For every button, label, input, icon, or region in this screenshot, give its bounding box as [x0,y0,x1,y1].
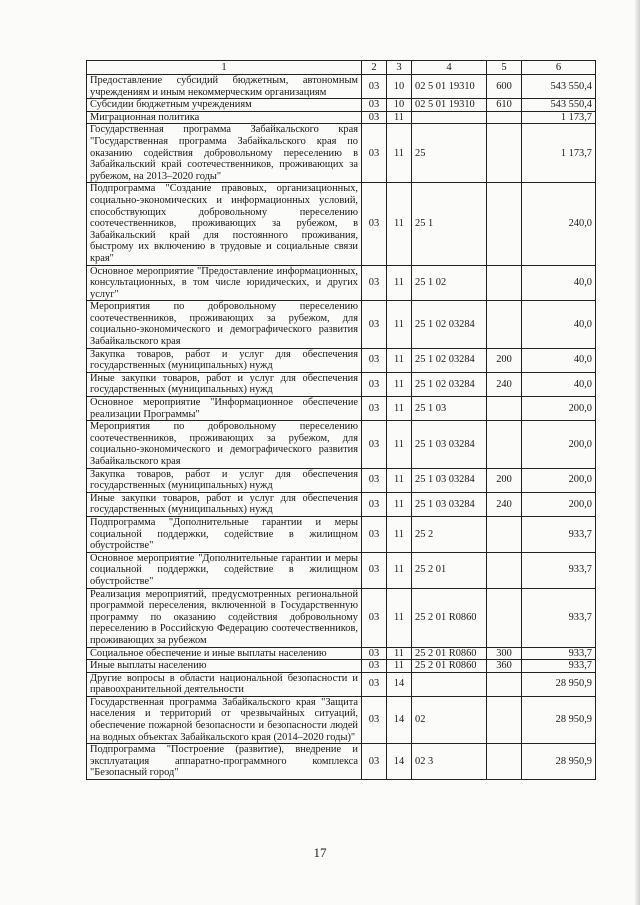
table-row [87,696,596,743]
row-name-cell: Основное мероприятие "Информационное обеспечение реализации Программы" [87,397,362,421]
row-target-code-cell: 25 1 02 [412,265,487,301]
row-section-cell: 03 [362,468,387,492]
row-name-cell: Социальное обеспечение и иные выплаты населению [87,647,362,660]
row-subsection-cell: 11 [387,372,412,396]
row-subsection-cell: 11 [387,421,412,468]
row-target-code-cell: 02 [412,696,487,743]
row-name-cell: Иные выплаты населению [87,660,362,673]
row-target-code-cell: 25 2 01 R0860 [412,647,487,660]
row-target-code-cell: 25 2 01 R0860 [412,660,487,673]
row-expense-type-cell: 360 [487,660,522,673]
table-row [87,124,596,183]
header-row [87,61,596,75]
row-amount-cell: 200,0 [522,421,596,468]
row-section-cell: 03 [362,111,387,124]
row-name-cell: Подпрограмма "Создание правовых, организационных, социально-экономических и информационных условий, способствующих добровольному переселению соотечественников, проживающих за рубежом, в Забайкальский край для постоянного проживания, быстрому их включению в трудовые и социальные связи края" [87,183,362,265]
scan-edge [634,0,640,905]
row-target-code-cell: 25 1 02 03284 [412,372,487,396]
row-subsection-cell: 11 [387,124,412,183]
row-amount-cell: 28 950,9 [522,672,596,696]
row-target-code-cell: 25 1 03 03284 [412,492,487,516]
table-row [87,265,596,301]
budget-table-body [87,61,596,780]
row-subsection-cell: 10 [387,99,412,112]
row-name-cell: Основное мероприятие "Дополнительные гарантии и меры социальной поддержки, содействие в жилищном обустройстве" [87,552,362,588]
row-expense-type-cell: 200 [487,348,522,372]
header-cell-5: 5 [487,61,522,75]
row-expense-type-cell [487,588,522,647]
row-target-code-cell: 25 1 03 [412,397,487,421]
row-amount-cell: 1 173,7 [522,124,596,183]
row-amount-cell: 1 173,7 [522,111,596,124]
row-name-cell: Государственная программа Забайкальского края "Государственная программа Забайкальского края по оказанию содействия добровольному переселению в Забайкальский край соотечественников, проживающих за рубежом, на 2013–2020 годы" [87,124,362,183]
table-row [87,660,596,673]
budget-table [86,60,596,780]
row-subsection-cell: 11 [387,660,412,673]
row-section-cell: 03 [362,552,387,588]
row-amount-cell: 543 550,4 [522,99,596,112]
table-row [87,397,596,421]
row-amount-cell: 933,7 [522,588,596,647]
row-name-cell: Реализация мероприятий, предусмотренных региональной программой переселения, включенной в Государственную программу по оказанию содействия добровольному переселению в Российскую Федерацию соотечественников, проживающих за рубежом [87,588,362,647]
row-target-code-cell: 02 5 01 19310 [412,99,487,112]
row-subsection-cell: 11 [387,492,412,516]
table-row [87,588,596,647]
row-amount-cell: 240,0 [522,183,596,265]
row-expense-type-cell [487,421,522,468]
row-expense-type-cell: 240 [487,492,522,516]
row-name-cell: Миграционная политика [87,111,362,124]
row-subsection-cell: 11 [387,647,412,660]
row-amount-cell: 40,0 [522,265,596,301]
table-row [87,516,596,552]
row-subsection-cell: 14 [387,672,412,696]
table-row [87,492,596,516]
row-target-code-cell: 25 2 01 R0860 [412,588,487,647]
row-subsection-cell: 11 [387,301,412,348]
row-amount-cell: 28 950,9 [522,744,596,780]
row-amount-cell: 933,7 [522,552,596,588]
header-cell-6: 6 [522,61,596,75]
table-row [87,111,596,124]
row-expense-type-cell: 300 [487,647,522,660]
row-name-cell: Иные закупки товаров, работ и услуг для обеспечения государственных (муниципальных) нужд [87,492,362,516]
row-section-cell: 03 [362,265,387,301]
page-number: 17 [313,845,327,860]
row-subsection-cell: 14 [387,744,412,780]
row-subsection-cell: 11 [387,397,412,421]
row-amount-cell: 933,7 [522,516,596,552]
row-target-code-cell: 25 2 01 [412,552,487,588]
row-amount-cell: 200,0 [522,468,596,492]
row-subsection-cell: 11 [387,265,412,301]
row-expense-type-cell: 240 [487,372,522,396]
row-section-cell: 03 [362,348,387,372]
table-row [87,421,596,468]
row-amount-cell: 28 950,9 [522,696,596,743]
row-target-code-cell: 25 2 [412,516,487,552]
row-subsection-cell: 10 [387,75,412,99]
row-target-code-cell: 25 [412,124,487,183]
header-cell-1: 1 [87,61,362,75]
row-target-code-cell [412,672,487,696]
table-row [87,672,596,696]
row-amount-cell: 543 550,4 [522,75,596,99]
table-row [87,99,596,112]
row-section-cell: 03 [362,99,387,112]
row-name-cell: Закупка товаров, работ и услуг для обеспечения государственных (муниципальных) нужд [87,468,362,492]
row-amount-cell: 933,7 [522,660,596,673]
row-section-cell: 03 [362,124,387,183]
row-expense-type-cell: 600 [487,75,522,99]
row-amount-cell: 40,0 [522,348,596,372]
row-target-code-cell: 25 1 [412,183,487,265]
row-subsection-cell: 11 [387,183,412,265]
row-section-cell: 03 [362,647,387,660]
row-section-cell: 03 [362,301,387,348]
row-expense-type-cell [487,111,522,124]
header-cell-3: 3 [387,61,412,75]
row-section-cell: 03 [362,696,387,743]
row-section-cell: 03 [362,372,387,396]
row-name-cell: Основное мероприятие "Предоставление информационных, консультационных, в том числе юридических, и других услуг" [87,265,362,301]
row-subsection-cell: 11 [387,588,412,647]
row-section-cell: 03 [362,75,387,99]
row-name-cell: Мероприятия по добровольному переселению соотечественников, проживающих за рубежом, для социально-экономического и демографического развития Забайкальского края [87,421,362,468]
row-name-cell: Подпрограмма "Дополнительные гарантии и меры социальной поддержки, содействие в жилищном обустройстве" [87,516,362,552]
row-expense-type-cell [487,552,522,588]
row-section-cell: 03 [362,672,387,696]
row-section-cell: 03 [362,397,387,421]
row-expense-type-cell [487,672,522,696]
row-subsection-cell: 11 [387,348,412,372]
row-section-cell: 03 [362,744,387,780]
row-subsection-cell: 11 [387,516,412,552]
table-row [87,372,596,396]
table-row [87,744,596,780]
header-cell-2: 2 [362,61,387,75]
row-target-code-cell: 02 5 01 19310 [412,75,487,99]
row-expense-type-cell [487,183,522,265]
row-amount-cell: 40,0 [522,372,596,396]
row-expense-type-cell [487,124,522,183]
table-row [87,552,596,588]
row-expense-type-cell [487,516,522,552]
row-target-code-cell [412,111,487,124]
table-row [87,301,596,348]
row-target-code-cell: 25 1 02 03284 [412,348,487,372]
row-amount-cell: 933,7 [522,647,596,660]
row-expense-type-cell [487,744,522,780]
row-section-cell: 03 [362,421,387,468]
row-target-code-cell: 25 1 03 03284 [412,468,487,492]
row-expense-type-cell [487,265,522,301]
row-name-cell: Иные закупки товаров, работ и услуг для обеспечения государственных (муниципальных) нужд [87,372,362,396]
table-row [87,75,596,99]
row-expense-type-cell: 200 [487,468,522,492]
row-section-cell: 03 [362,588,387,647]
table-row [87,647,596,660]
row-subsection-cell: 11 [387,468,412,492]
row-section-cell: 03 [362,183,387,265]
row-name-cell: Предоставление субсидий бюджетным, автономным учреждениям и иным некоммерческим организациям [87,75,362,99]
row-expense-type-cell [487,397,522,421]
row-expense-type-cell: 610 [487,99,522,112]
row-section-cell: 03 [362,516,387,552]
header-cell-4: 4 [412,61,487,75]
row-amount-cell: 200,0 [522,397,596,421]
row-subsection-cell: 11 [387,552,412,588]
table-row [87,468,596,492]
row-name-cell: Закупка товаров, работ и услуг для обеспечения государственных (муниципальных) нужд [87,348,362,372]
row-target-code-cell: 02 3 [412,744,487,780]
table-row [87,183,596,265]
row-subsection-cell: 11 [387,111,412,124]
table-row [87,348,596,372]
row-name-cell: Мероприятия по добровольному переселению соотечественников, проживающих за рубежом, для социально-экономического и демографического развития Забайкальского края [87,301,362,348]
row-name-cell: Государственная программа Забайкальского края "Защита населения и территорий от чрезвычайных ситуаций, обеспечение пожарной безопасности и безопасности людей на водных объектах Забайкальского края (2014–2020 годы)" [87,696,362,743]
budget-sheet [86,60,595,780]
row-name-cell: Подпрограмма "Построение (развитие), внедрение и эксплуатация аппаратно-программного комплекса "Безопасный город" [87,744,362,780]
row-target-code-cell: 25 1 02 03284 [412,301,487,348]
row-name-cell: Другие вопросы в области национальной безопасности и правоохранительной деятельности [87,672,362,696]
row-target-code-cell: 25 1 03 03284 [412,421,487,468]
row-expense-type-cell [487,301,522,348]
row-subsection-cell: 14 [387,696,412,743]
row-section-cell: 03 [362,660,387,673]
row-name-cell: Субсидии бюджетным учреждениям [87,99,362,112]
row-section-cell: 03 [362,492,387,516]
row-amount-cell: 200,0 [522,492,596,516]
row-amount-cell: 40,0 [522,301,596,348]
row-expense-type-cell [487,696,522,743]
